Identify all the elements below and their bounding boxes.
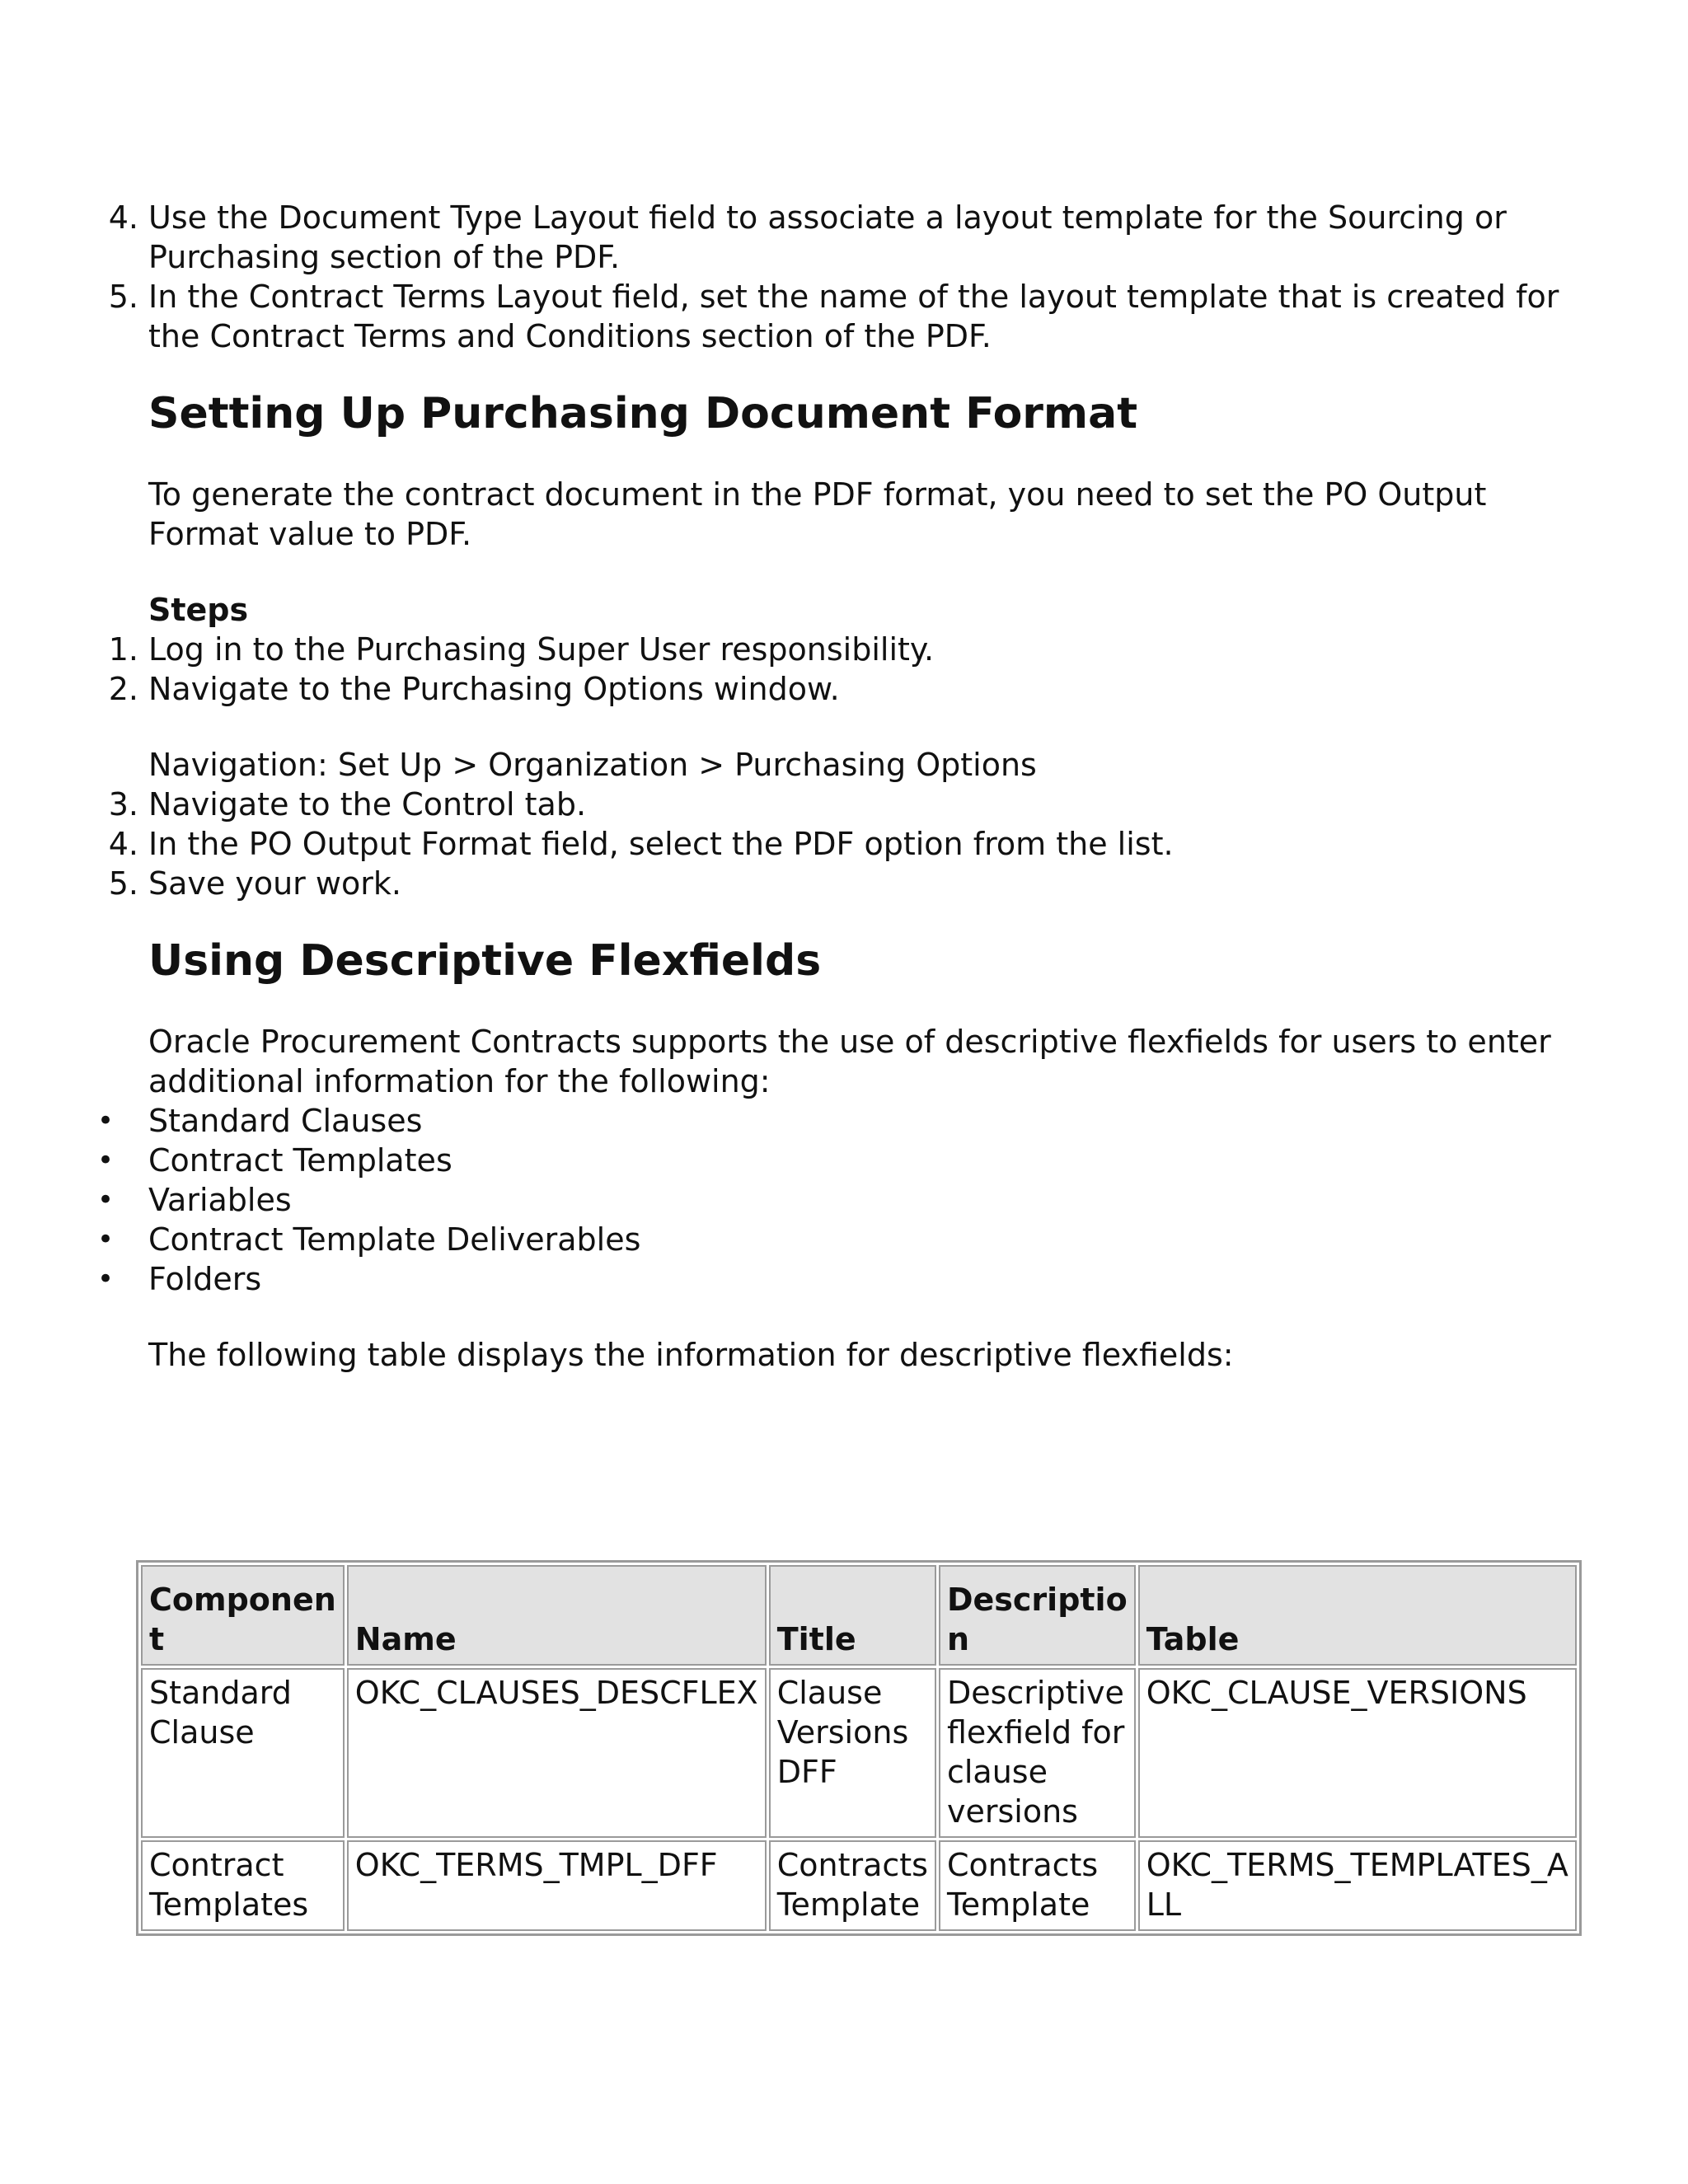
table-cell: Standard Clause	[141, 1668, 345, 1838]
list-item	[108, 864, 1566, 903]
list-item	[97, 1220, 1566, 1259]
list-item	[108, 630, 1566, 669]
table-header-row	[141, 1565, 1577, 1666]
table-cell: OKC_CLAUSES_DESCFLEX	[347, 1668, 767, 1838]
list-item-text: Use the Document Type Layout field to associate a layout template for the Sourcing or Purchasing section of the PDF.	[148, 199, 1507, 275]
list-number: 4.	[108, 826, 138, 862]
page-content	[97, 198, 1566, 1375]
list-item-text: Log in to the Purchasing Super User responsibility.	[148, 631, 935, 668]
table-cell: OKC_TERMS_TMPL_DFF	[347, 1840, 767, 1931]
section-intro-paragraph: Oracle Procurement Contracts supports the use of descriptive flexfields for users to enter additional information for the following:	[148, 1024, 1551, 1099]
descriptive-flexfields-table	[136, 1560, 1582, 1936]
column-header-title: Title	[769, 1565, 936, 1666]
list-item-text: Contract Templates	[148, 1142, 452, 1179]
section-heading-descriptive-flexfields: Using Descriptive Flexfields	[148, 936, 822, 986]
list-item-text: Save your work.	[148, 865, 401, 902]
flexfield-bullet-list	[97, 1101, 1566, 1299]
table-cell: Descriptive flexfield for clause versions	[939, 1668, 1136, 1838]
list-item	[108, 669, 1566, 709]
list-number: 2.	[108, 671, 138, 707]
bullet-glyph: •	[97, 1104, 115, 1137]
column-header-component: Componen t	[141, 1565, 345, 1666]
list-item	[108, 785, 1566, 824]
column-header-name: Name	[347, 1565, 767, 1666]
steps-heading: Steps	[148, 592, 249, 628]
table-row	[141, 1840, 1577, 1931]
list-number: 5.	[108, 865, 138, 902]
section-heading-purchasing-format: Setting Up Purchasing Document Format	[148, 389, 1138, 438]
list-item-text: Folders	[148, 1261, 262, 1297]
list-item-text: Navigate to the Purchasing Options window.	[148, 671, 840, 707]
list-item-text: Navigate to the Control tab.	[148, 786, 587, 823]
list-item-text: Standard Clauses	[148, 1103, 423, 1139]
bullet-glyph: •	[97, 1223, 115, 1256]
list-item-text: In the Contract Terms Layout field, set the name of the layout template that is created for the Contract Terms and Conditions section of the PDF.	[148, 279, 1559, 354]
navigation-path: Navigation: Set Up > Organization > Purchasing Options	[148, 747, 1037, 783]
column-header-table: Table	[1138, 1565, 1577, 1666]
list-item	[108, 277, 1566, 356]
steps-list-a	[108, 630, 1566, 709]
table-cell: OKC_CLAUSE_VERSIONS	[1138, 1668, 1577, 1838]
list-number: 5.	[108, 279, 138, 315]
table-cell: Clause Versions DFF	[769, 1668, 936, 1838]
list-item	[97, 1141, 1566, 1180]
bullet-glyph: •	[97, 1144, 115, 1177]
list-item	[97, 1180, 1566, 1220]
table-cell: OKC_TERMS_TEMPLATES_A LL	[1138, 1840, 1577, 1931]
table-cell: Contract Templates	[141, 1840, 345, 1931]
bullet-glyph: •	[97, 1183, 115, 1216]
table-cell: Contracts Template	[939, 1840, 1136, 1931]
list-number: 1.	[108, 631, 138, 668]
list-number: 3.	[108, 786, 138, 823]
list-number: 4.	[108, 199, 138, 236]
list-item	[97, 1101, 1566, 1141]
table-row	[141, 1668, 1577, 1838]
bullet-glyph: •	[97, 1263, 115, 1296]
table-intro-paragraph: The following table displays the information for descriptive flexfields:	[148, 1337, 1234, 1373]
steps-list-b	[108, 785, 1566, 903]
list-item-text: Variables	[148, 1182, 292, 1218]
section-intro-paragraph: To generate the contract document in the PDF format, you need to set the PO Output Format value to PDF.	[148, 476, 1487, 552]
list-item-text: In the PO Output Format field, select the PDF option from the list.	[148, 826, 1174, 862]
table-cell: Contracts Template	[769, 1840, 936, 1931]
list-item	[97, 1259, 1566, 1299]
list-item-text: Contract Template Deliverables	[148, 1221, 641, 1258]
list-item	[108, 824, 1566, 864]
column-header-description: Descriptio n	[939, 1565, 1136, 1666]
intro-steps-list	[108, 198, 1566, 356]
list-item	[108, 198, 1566, 277]
